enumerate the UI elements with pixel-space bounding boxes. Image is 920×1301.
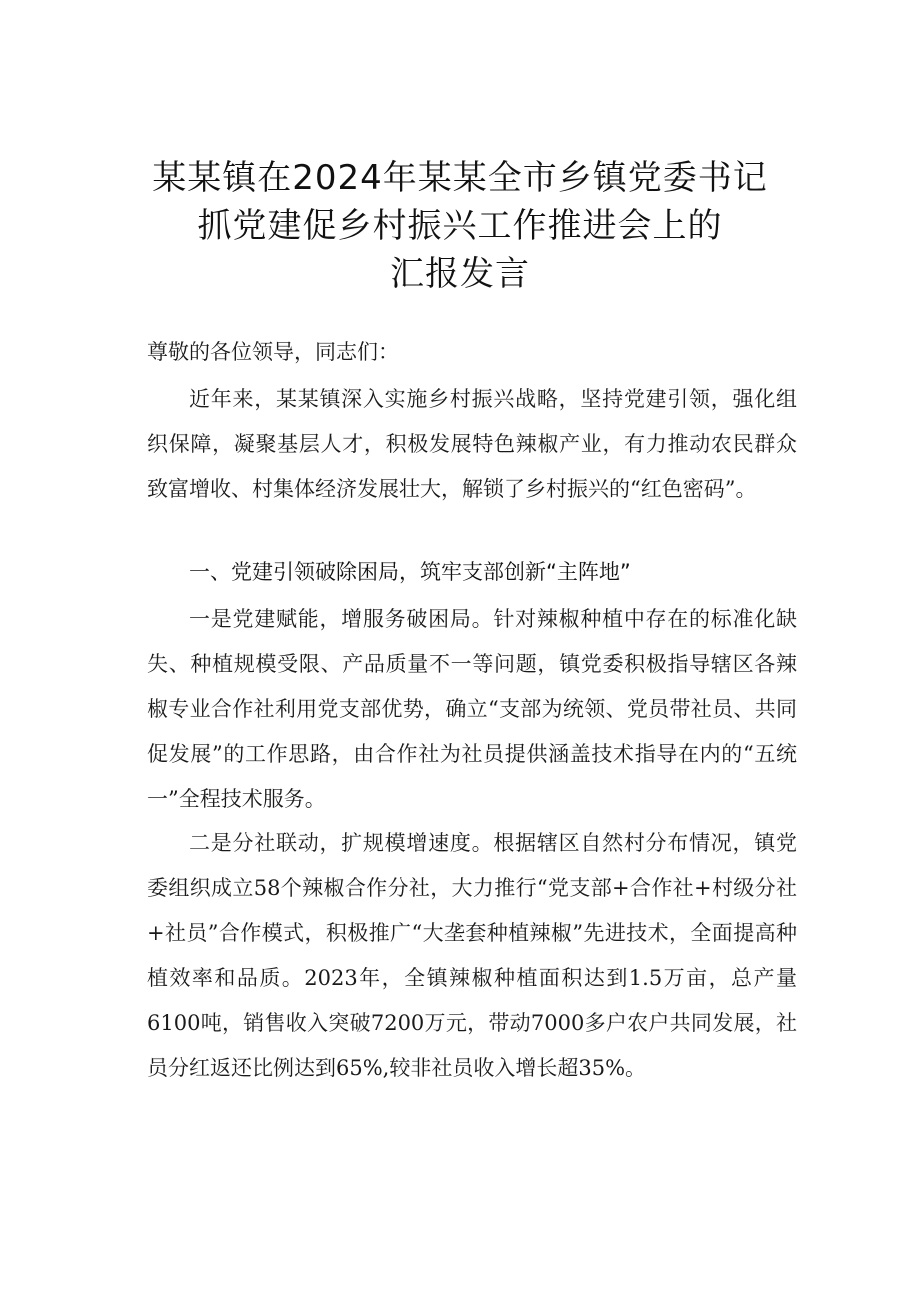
section-1-paragraph-2: 二是分社联动，扩规模增速度。根据辖区自然村分布情况，镇党委组织成立58个辣椒合作分社，大力推行“党支部+合作社+村级分社+社员”合作模式，积极推广“大垄套种植辣椒”先进技术，全面提高种植效率和品质。2023年，全镇辣椒种植面积达到1.5万亩，总产量6100吨，销售收入突破7200万元，带动7000多户农户共同发展，社员分红返还比例达到65%,较非社员收入增长超35%。 xyxy=(147,831,797,1080)
document-title-line-3: 汇报发言 xyxy=(390,254,530,294)
section-1-heading: 一、党建引领破除困局，筑牢支部创新“主阵地” xyxy=(189,560,631,584)
section-1-paragraph-1: 一是党建赋能，增服务破困局。针对辣椒种植中存在的标准化缺失、种植规模受限、产品质量不一等问题，镇党委积极指导辖区各辣椒专业合作社利用党支部优势，确立“支部为统领、党员带社员、共同促发展”的工作思路，由合作社为社员提供涵盖技术指导在内的“五统一”全程技术服务。 xyxy=(147,607,797,811)
intro-paragraph: 近年来，某某镇深入实施乡村振兴战略，坚持党建引领，强化组织保障，凝聚基层人才，积极发展特色辣椒产业，有力推动农民群众致富增收、村集体经济发展壮大，解锁了乡村振兴的“红色密码”。 xyxy=(147,387,797,501)
greeting: 尊敬的各位领导，同志们： xyxy=(147,340,399,364)
document-title-line-1: 某某镇在2024年某某全市乡镇党委书记 xyxy=(152,158,768,198)
document-title-line-2: 抓党建促乡村振兴工作推进会上的 xyxy=(197,206,723,246)
